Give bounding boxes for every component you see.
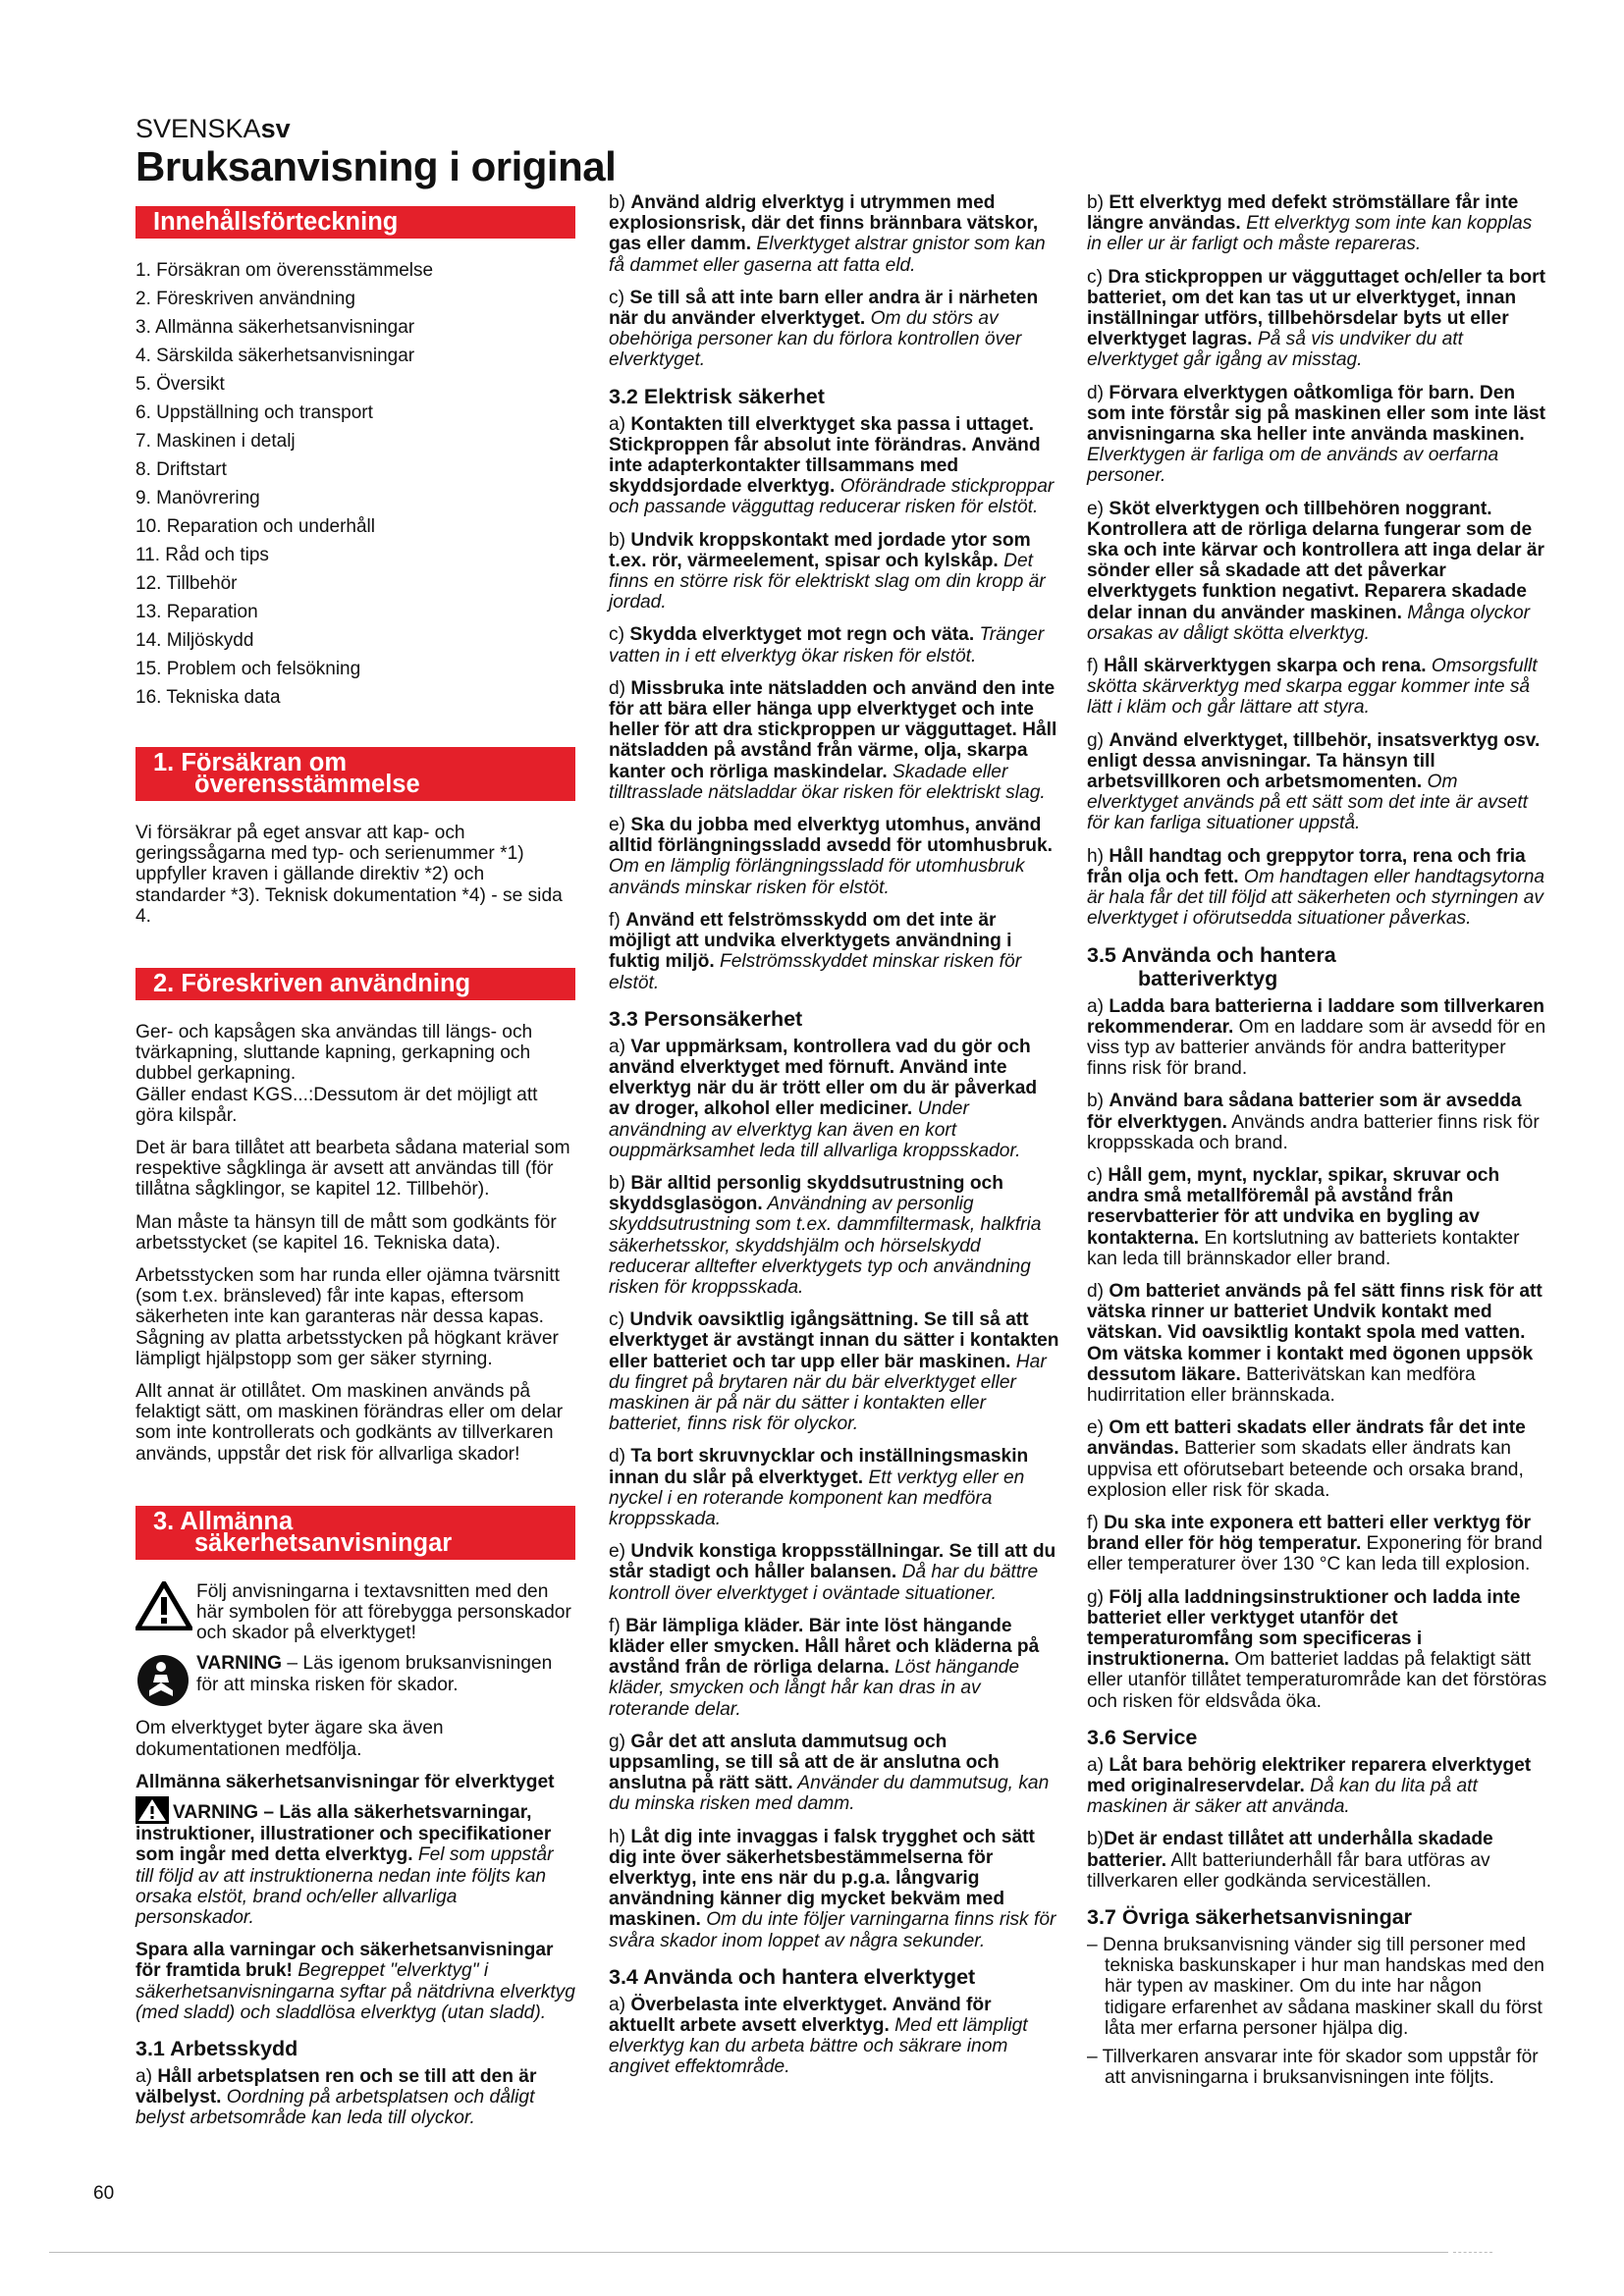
list-item: b) Använd bara sådana batterier som är avsedda för elverktygen. Används andra batterier finns risk för kroppsskada och brand. bbox=[1087, 1091, 1540, 1153]
paragraph: Gäller endast KGS...:Dessutom är det möjligt att göra kilspår. bbox=[135, 1084, 538, 1126]
list-item: e) Undvik konstiga kroppsställningar. Se till att du står stadigt och håller balansen. Då har du bättre kontroll över elverktyget i oväntade situationer. bbox=[609, 1541, 1056, 1604]
toc-item[interactable]: 4. Särskilda säkerhetsanvisningar bbox=[135, 346, 415, 366]
section-3-2-heading: 3.2 Elektrisk säkerhet bbox=[609, 384, 825, 408]
section-3-7-heading: 3.7 Övriga säkerhetsanvisningar bbox=[1087, 1905, 1413, 1930]
list-item: f) Använd ett felströmsskydd om det inte är möjligt att undvika elverktygets användning i fuktig miljö. Felströmsskyddet minskar risken för elstöt. bbox=[609, 909, 1022, 993]
list-item: a) Överbelasta inte elverktyget. Använd för aktuellt arbete avsett elverktyg. Med ett lämpligt elverktyg kan du arbeta bättre och säkrare inom angivet effektområde. bbox=[609, 1994, 1028, 2078]
list-item: a) Låt bara behörig elektriker reparera elverktyget med originalreservdelar. Då kan du lita på att maskinen är säker att använda. bbox=[1087, 1754, 1532, 1818]
list-item: e) Ska du jobba med elverktyg utomhus, använd alltid förlängningssladd avsedd för utomhusbruk. Om en lämplig förlängningssladd för utomhusbruk används minskar risken för elstöt. bbox=[609, 815, 1054, 898]
toc-item[interactable]: 14. Miljöskydd bbox=[135, 630, 254, 651]
list-item: – Denna bruksanvisning vänder sig till personer med tekniska baskunskaper i hur man handskas med den här typen av maskiner. Om du inte har någon tidigare erfarenhet av sådana maskiner skall du först låta mer erfarna personer hjälpa dig. bbox=[1087, 1935, 1544, 2039]
list-item: – Tillverkaren ansvarar inte för skador som uppstår för att anvisningarna i bruksanvisningen inte följts. bbox=[1087, 2047, 1539, 2089]
list-item: c) Se till så att inte barn eller andra är i närheten när du använder elverktyget. Om du störs av obehöriga personer kan du förlora kontrollen över elverktyget. bbox=[609, 287, 1039, 371]
language-label: SVENSKAsv bbox=[135, 114, 291, 143]
section-3-5-heading: 3.5 Använda och hantera batteriverktyg bbox=[1087, 942, 1336, 990]
warning-triangle-icon bbox=[135, 1581, 196, 1644]
list-item: b) Undvik kroppskontakt med jordade ytor som t.ex. rör, värmeelement, spisar och kylskåp. Det finns en större risk för elektriskt slag om din kropp är jordad. bbox=[609, 529, 1046, 614]
paragraph: Allt annat är otillåtet. Om maskinen används på felaktigt sätt, om maskinen förändras eller om delar som inte kontrollerats och godkänts av tillverkaren används, uppstår det risk för allvarliga skador! bbox=[135, 1381, 564, 1465]
list-item: f) Du ska inte exponera ett batteri eller verktyg för brand eller för hög temperatur. Exponering för brand eller temperaturer över 130 °C kan leda till explosion. bbox=[1087, 1512, 1543, 1575]
paragraph: Man måste ta hänsyn till de mått som godkänts för arbetsstycket (se kapitel 16. Tekniska data). bbox=[135, 1211, 557, 1254]
toc-item[interactable]: 2. Föreskriven användning bbox=[135, 289, 355, 309]
paragraph: Spara alla varningar och säkerhetsanvisningar för framtida bruk! Begreppet "elverktyg" i säkerhetsanvisningarna syftar på nätdrivna elverktyg (med sladd) och sladdlösa elverktyg (utan sladd). bbox=[135, 1940, 575, 2023]
list-item: d) Missbruka inte nätsladden och använd den inte för att bära eller hänga upp elverktyget och inte heller för att dra stickproppen ur vägguttaget. Håll nätsladden på avstånd från värme, olja, skarpa kanter och rörliga maskindelar. Skadade eller tilltrasslade nätsladdar ökar risken för elektriskt slag. bbox=[609, 677, 1057, 803]
list-item: b)Det är endast tillåtet att underhålla skadade batterier. Allt batteriunderhåll får bara utföras av tillverkaren eller godkända serviceställen. bbox=[1087, 1829, 1493, 1892]
read-manual-icon bbox=[135, 1653, 196, 1708]
list-item: e) Sköt elverktygen och tillbehören noggrant. Kontrollera att de rörliga delarna fungerar som de ska och inte kärvar och kontrollera att inga delar är sönder eller så skadade att det påverkar elverktygets funktion negativt. Reparera skadade delar innan du använder maskinen. Många olyckor orsakas av dåligt skötta elverktyg. bbox=[1087, 498, 1544, 644]
list-item: b) Använd aldrig elverktyg i utrymmen med explosionsrisk, där det finns brännbara vätskor, gas eller damm. Elverktyget alstrar gnistor som kan få dammet eller gaserna att fatta eld. bbox=[609, 192, 1046, 276]
toc-item[interactable]: 11. Råd och tips bbox=[135, 545, 269, 565]
section-1-heading: 1. Försäkran om överensstämmelse bbox=[135, 747, 575, 801]
toc-item[interactable]: 10. Reparation och underhåll bbox=[135, 516, 376, 537]
list-item: g) Använd elverktyget, tillbehör, insatsverktyg osv. enligt dessa anvisningar. Ta hänsyn till arbetsvillkoren och arbetsmomenten. Om elverktyget används på ett sätt som det inte är avsett för kan farliga situationer uppstå. bbox=[1087, 729, 1541, 834]
toc-list bbox=[135, 260, 575, 708]
column-1 bbox=[135, 206, 575, 2141]
page-title: Bruksanvisning i original bbox=[135, 143, 617, 189]
column-2 bbox=[609, 192, 1062, 2090]
section-3-4-heading: 3.4 Använda och hantera elverktyget bbox=[609, 1964, 976, 1989]
toc-item[interactable]: 15. Problem och felsökning bbox=[135, 659, 361, 679]
toc-item[interactable]: 6. Uppställning och transport bbox=[135, 402, 373, 423]
toc-item[interactable]: 16. Tekniska data bbox=[135, 687, 281, 708]
list-item: b) Bär alltid personlig skyddsutrustning och skyddsglasögon. Användning av personlig skyddsutrustning som t.ex. dammfiltermask, halkfria säkerhetsskor, skyddshjälm och hörselskydd reducerar alltefter elverktygets typ och användning risken för kroppsskada. bbox=[609, 1172, 1042, 1298]
list-item: f) Bär lämpliga kläder. Bär inte löst hängande kläder eller smycken. Håll håret och kläderna på avstånd från de rörliga delarna. Löst hängande kläder, smycken och långt hår kan dras in av roterande delar. bbox=[609, 1615, 1040, 1720]
list-item: d) Ta bort skruvnycklar och inställningsmaskin innan du slår på elverktyget. Ett verktyg eller en nyckel i en roterande komponent kan medföra kroppsskada. bbox=[609, 1446, 1029, 1529]
paragraph: Det är bara tillåtet att bearbeta sådana material som respektive sågklinga är avsett att användas till (för tillåtna sågklingor, se kapitel 12. Tillbehör). bbox=[135, 1138, 570, 1201]
column-3 bbox=[1087, 192, 1548, 2096]
list-item: b) Ett elverktyg med defekt strömställare får inte längre användas. Ett elverktyg som inte kan kopplas in eller ur är farligt och måste repareras. bbox=[1087, 192, 1533, 255]
list-item: a) Kontakten till elverktyget ska passa i uttaget. Stickproppen får absolut inte förändras. Använd inte adapterkontakter tillsammans med skyddsjordade elverktyg. Oförändrade stickproppar och passande vägguttag reducerar risken för elstöt. bbox=[609, 413, 1055, 518]
section-3-3-heading: 3.3 Personsäkerhet bbox=[609, 1006, 803, 1031]
paragraph: Ger- och kapsågen ska användas till längs- och tvärkapning, sluttande kapning, gerkapning och dubbel gerkapning. bbox=[135, 1022, 533, 1085]
paragraph: Arbetsstycken som har runda eller ojämna tvärsnitt (som t.ex. bränsleved) får inte kapas, eftersom säkerheten inte kan garanteras när dessa kapas. Sågning av platta arbetsstycken på högkant kräver lämpligt hjälpstopp som ger säker styrning. bbox=[135, 1265, 560, 1369]
section-3-heading: 3. Allmänna säkerhetsanvisningar bbox=[135, 1506, 575, 1560]
toc-heading: Innehållsförteckning bbox=[135, 206, 575, 239]
section-1-text: Vi försäkrar på eget ansvar att kap- och geringssågarna med typ- och serienummer *1) uppfyller kraven i gällande direktiv *2) och standarder *3). Teknisk dokumentation *4) - se sida 4. bbox=[135, 823, 563, 927]
page-number: 60 bbox=[93, 2183, 115, 2204]
list-item: d) Förvara elverktygen oåtkomliga för barn. Den som inte förstår sig på maskinen eller som inte läst anvisningarna ska heller inte använda maskinen. Elverktygen är farliga om de används av oerfarna personer. bbox=[1087, 382, 1546, 487]
warning-note: Följ anvisningarna i textavsnitten med den här symbolen för att förebygga personskador och skador på elverktyget! bbox=[135, 1581, 575, 1644]
list-item: h) Håll handtag och greppytor torra, rena och fria från olja och fett. Om handtagen eller handtagsytorna är hala får det till följd att säkerheten och styrningen av elverktyget i oförutsedda situationer påverkas. bbox=[1087, 845, 1545, 930]
list-item: h) Låt dig inte invaggas i falsk trygghet och sätt dig inte över säkerhetsbestämmelserna för elverktyg, inte ens när du p.g.a. långvarig användning känner dig mycket bekväm med maskinen. Om du inte följer varningarna finns risk för svåra skador inom loppet av några sekunder. bbox=[609, 1826, 1056, 1951]
list-item: a) Håll arbetsplatsen ren och se till att den är välbelyst. Oordning på arbetsplatsen och dåligt belyst arbetsområde kan leda till olyckor. bbox=[135, 2065, 537, 2129]
list-item: g) Följ alla laddningsinstruktioner och ladda inte batteriet eller verktyget utanför det temperaturomfång som specificeras i instruktionerna. Om batteriet laddas på felaktigt sätt eller utanför tillåtet temperaturområde kan det förstöras och risken för eldsvåda öka. bbox=[1087, 1586, 1547, 1712]
toc-item[interactable]: 3. Allmänna säkerhetsanvisningar bbox=[135, 317, 415, 338]
warning-paragraph: VARNING – Läs alla säkerhetsvarningar, instruktioner, illustrationer och specifikationer som ingår med detta elverktyg. Fel som uppstår till följd av att instruktionerna nedan inte följts kan orsaka elstöt, brand och/eller allvarliga personskador. bbox=[135, 1796, 575, 1928]
warning-manual-note: VARNING – Läs igenom bruksanvisningen för att minska risken för skador. bbox=[135, 1653, 575, 1708]
list-item: g) Går det att ansluta dammutsug och uppsamling, se till så att de är anslutna och anslutna på rätt sätt. Använder du dammutsug, kan du minska risken med damm. bbox=[609, 1731, 1050, 1815]
footer-rule-dashed bbox=[1453, 2252, 1492, 2253]
toc-item[interactable]: 9. Manövrering bbox=[135, 488, 260, 508]
list-item: c) Håll gem, mynt, nycklar, spikar, skruvar och andra små metallföremål på avstånd från reservbatterier för att undvika en bygling av kontakterna. En kortslutning av batteriets kontakter kan leda till brännskador eller brand. bbox=[1087, 1164, 1520, 1269]
list-item: a) Ladda bara batterierna i laddare som tillverkaren rekommenderar. Om en laddare som är avsedd för en viss typ av batterier används för andra batterityper finns risk för brand. bbox=[1087, 995, 1546, 1080]
list-item: e) Om ett batteri skadats eller ändrats får det inte användas. Batterier som skadats eller ändrats kan uppvisa ett oförutsebart beteende och orsaka brand, explosion eller risk för skada. bbox=[1087, 1417, 1526, 1501]
toc-item[interactable]: 7. Maskinen i detalj bbox=[135, 431, 296, 452]
warning-small-icon bbox=[135, 1796, 169, 1824]
list-item: d) Om batteriet används på fel sätt finns risk för att vätska rinner ur batteriet Undvik kontakt med vätskan. Vid oavsiktlig kontakt spola med vatten. Om vätska kommer i kontakt med ögonen uppsök dessutom läkare. Batterivätskan kan medföra hudirritation eller brännskada. bbox=[1087, 1280, 1543, 1406]
toc-item[interactable]: 8. Driftstart bbox=[135, 459, 227, 480]
paragraph: Om elverktyget byter ägare ska även dokumentationen medfölja. bbox=[135, 1718, 444, 1760]
list-item: c) Undvik oavsiktlig igångsättning. Se till så att elverktyget är avstängt innan du sätter i kontakten eller batteriet och tar upp eller bär maskinen. Har du fingret på brytaren när du bär elverktyget eller maskinen är på när du sätter i kontakten eller batteriet, finns risk för olyckor. bbox=[609, 1309, 1059, 1435]
subheading: Allmänna säkerhetsanvisningar för elverktyget bbox=[135, 1771, 555, 1792]
list-item: a) Var uppmärksam, kontrollera vad du gör och använd elverktyget med förnuft. Använd inte elverktyg när du är trött eller om du är påverkad av droger, alkohol eller mediciner. Under användning av elverktyg kan även en kort ouppmärksamhet leda till allvarliga kroppsskador. bbox=[609, 1036, 1038, 1161]
footer-rule bbox=[49, 2252, 1448, 2253]
section-3-1-heading: 3.1 Arbetsskydd bbox=[135, 2036, 298, 2060]
list-item: f) Håll skärverktygen skarpa och rena. Omsorgsfullt skötta skärverktyg med skarpa eggar kommer inte så lätt i kläm och går lättare att styra. bbox=[1087, 656, 1538, 719]
toc-item[interactable]: 12. Tillbehör bbox=[135, 573, 238, 594]
toc-item[interactable]: 13. Reparation bbox=[135, 602, 258, 622]
toc-item[interactable]: 1. Försäkran om överensstämmelse bbox=[135, 260, 434, 281]
list-item: c) Skydda elverktyget mot regn och väta. Tränger vatten in i ett elverktyg ökar risken för elstöt. bbox=[609, 624, 1045, 667]
section-2-heading: 2. Föreskriven användning bbox=[135, 968, 575, 1000]
list-item: c) Dra stickproppen ur vägguttaget och/eller ta bort batteriet, om det kan tas ut ur elverktyget, innan inställningar utförs, tillbehörsdelar byts ut eller elverktyget lagras. På så vis undviker du att elverktyget går igång av misstag. bbox=[1087, 266, 1545, 371]
section-3-6-heading: 3.6 Service bbox=[1087, 1725, 1198, 1749]
toc-item[interactable]: 5. Översikt bbox=[135, 374, 225, 395]
